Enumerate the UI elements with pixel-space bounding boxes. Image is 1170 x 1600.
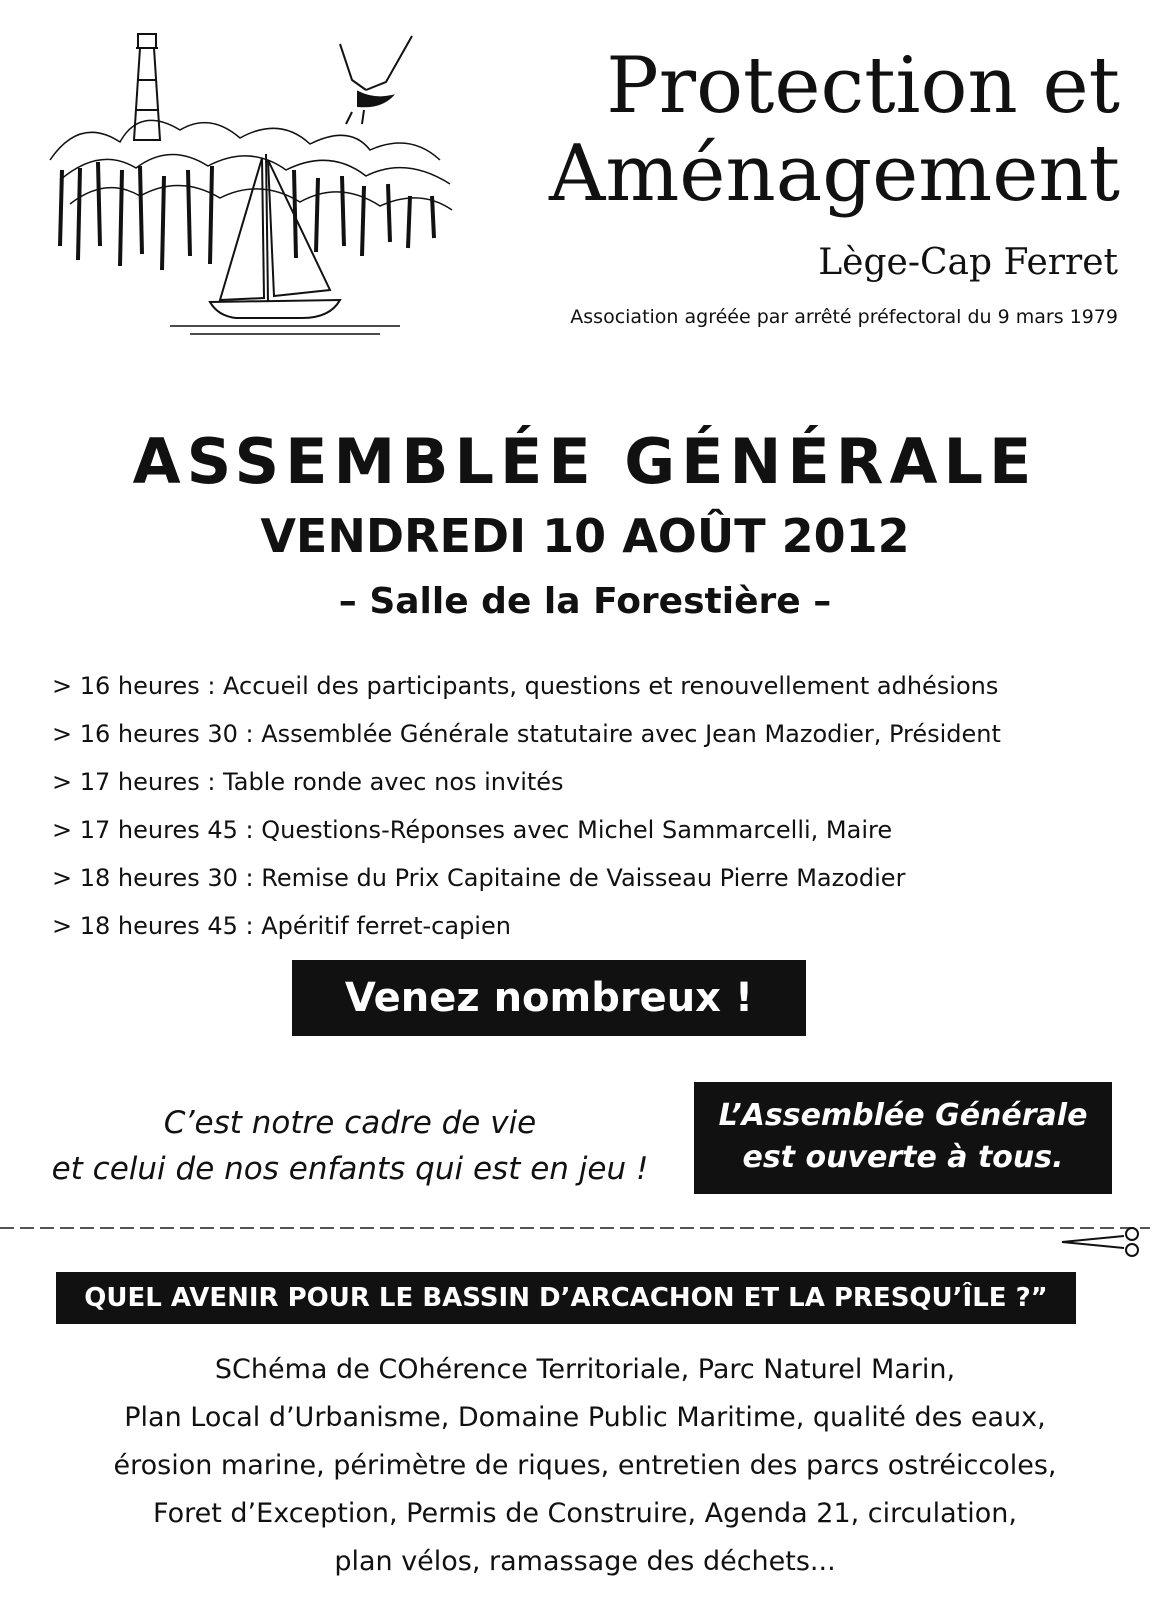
organization-name [480,42,1120,218]
pine-trunks-icon [60,162,434,270]
programme-item: > 18 heures 45 : Apéritif ferret-capien [52,912,511,940]
programme-item: > 16 heures 30 : Assemblée Générale statutaire avec Jean Mazodier, Président [52,720,1001,748]
topic-line: Plan Local d’Urbanisme, Domaine Public Maritime, qualité des eaux, [124,1402,1046,1433]
organization-place: Lège-Cap Ferret [818,242,1118,283]
programme-item: > 18 heures 30 : Remise du Prix Capitaine de Vaisseau Pierre Mazodier [52,864,906,892]
slogan-line2: et celui de nos enfants qui est en jeu ! [51,1151,649,1187]
cta-banner: Venez nombreux ! [292,960,806,1036]
open-notice-box [694,1082,1112,1194]
topic-line: érosion marine, périmètre de riques, entretien des parcs ostréiccoles, [113,1450,1057,1481]
logo-illustration [40,20,480,340]
water-lines-icon [170,326,400,334]
cut-line [0,1216,1170,1266]
assembly-venue: – Salle de la Forestière – [338,581,832,622]
topic-line: plan vélos, ramassage des déchets... [334,1546,836,1577]
scissors-icon [1062,1228,1138,1256]
open-notice-line2: est ouverte à tous. [742,1140,1064,1175]
programme-list [52,662,1132,950]
organization-name-line2: Aménagement [549,129,1120,219]
topic-line: Foret d’Exception, Permis de Construire, Agenda 21, circulation, [153,1498,1017,1529]
topics-list [0,1346,1170,1586]
topic-line: SChéma de COhérence Territoriale, Parc Naturel Marin, [214,1354,956,1385]
organization-name-line1: Protection et [606,41,1120,131]
slogan [20,1100,680,1192]
question-banner: QUEL AVENIR POUR LE BASSIN D’ARCACHON ET LA PRESQU’ÎLE ?” [56,1272,1076,1324]
approval-note: Association agréée par arrêté préfectoral du 9 mars 1979 [570,306,1118,328]
slogan-line1: C’est notre cadre de vie [163,1105,537,1141]
assembly-date: VENDREDI 10 AOÛT 2012 [260,509,910,563]
sailboat-icon [210,154,340,318]
programme-item: > 17 heures : Table ronde avec nos invités [52,768,564,796]
gull-icon [340,36,412,124]
programme-item: > 16 heures : Accueil des participants, questions et renouvellement adhésions [52,672,999,700]
open-notice-line1: L’Assemblée Générale [718,1098,1088,1133]
assembly-title: ASSEMBLÉE GÉNÉRALE [132,425,1038,498]
programme-item: > 17 heures 45 : Questions-Réponses avec Michel Sammarcelli, Maire [52,816,893,844]
